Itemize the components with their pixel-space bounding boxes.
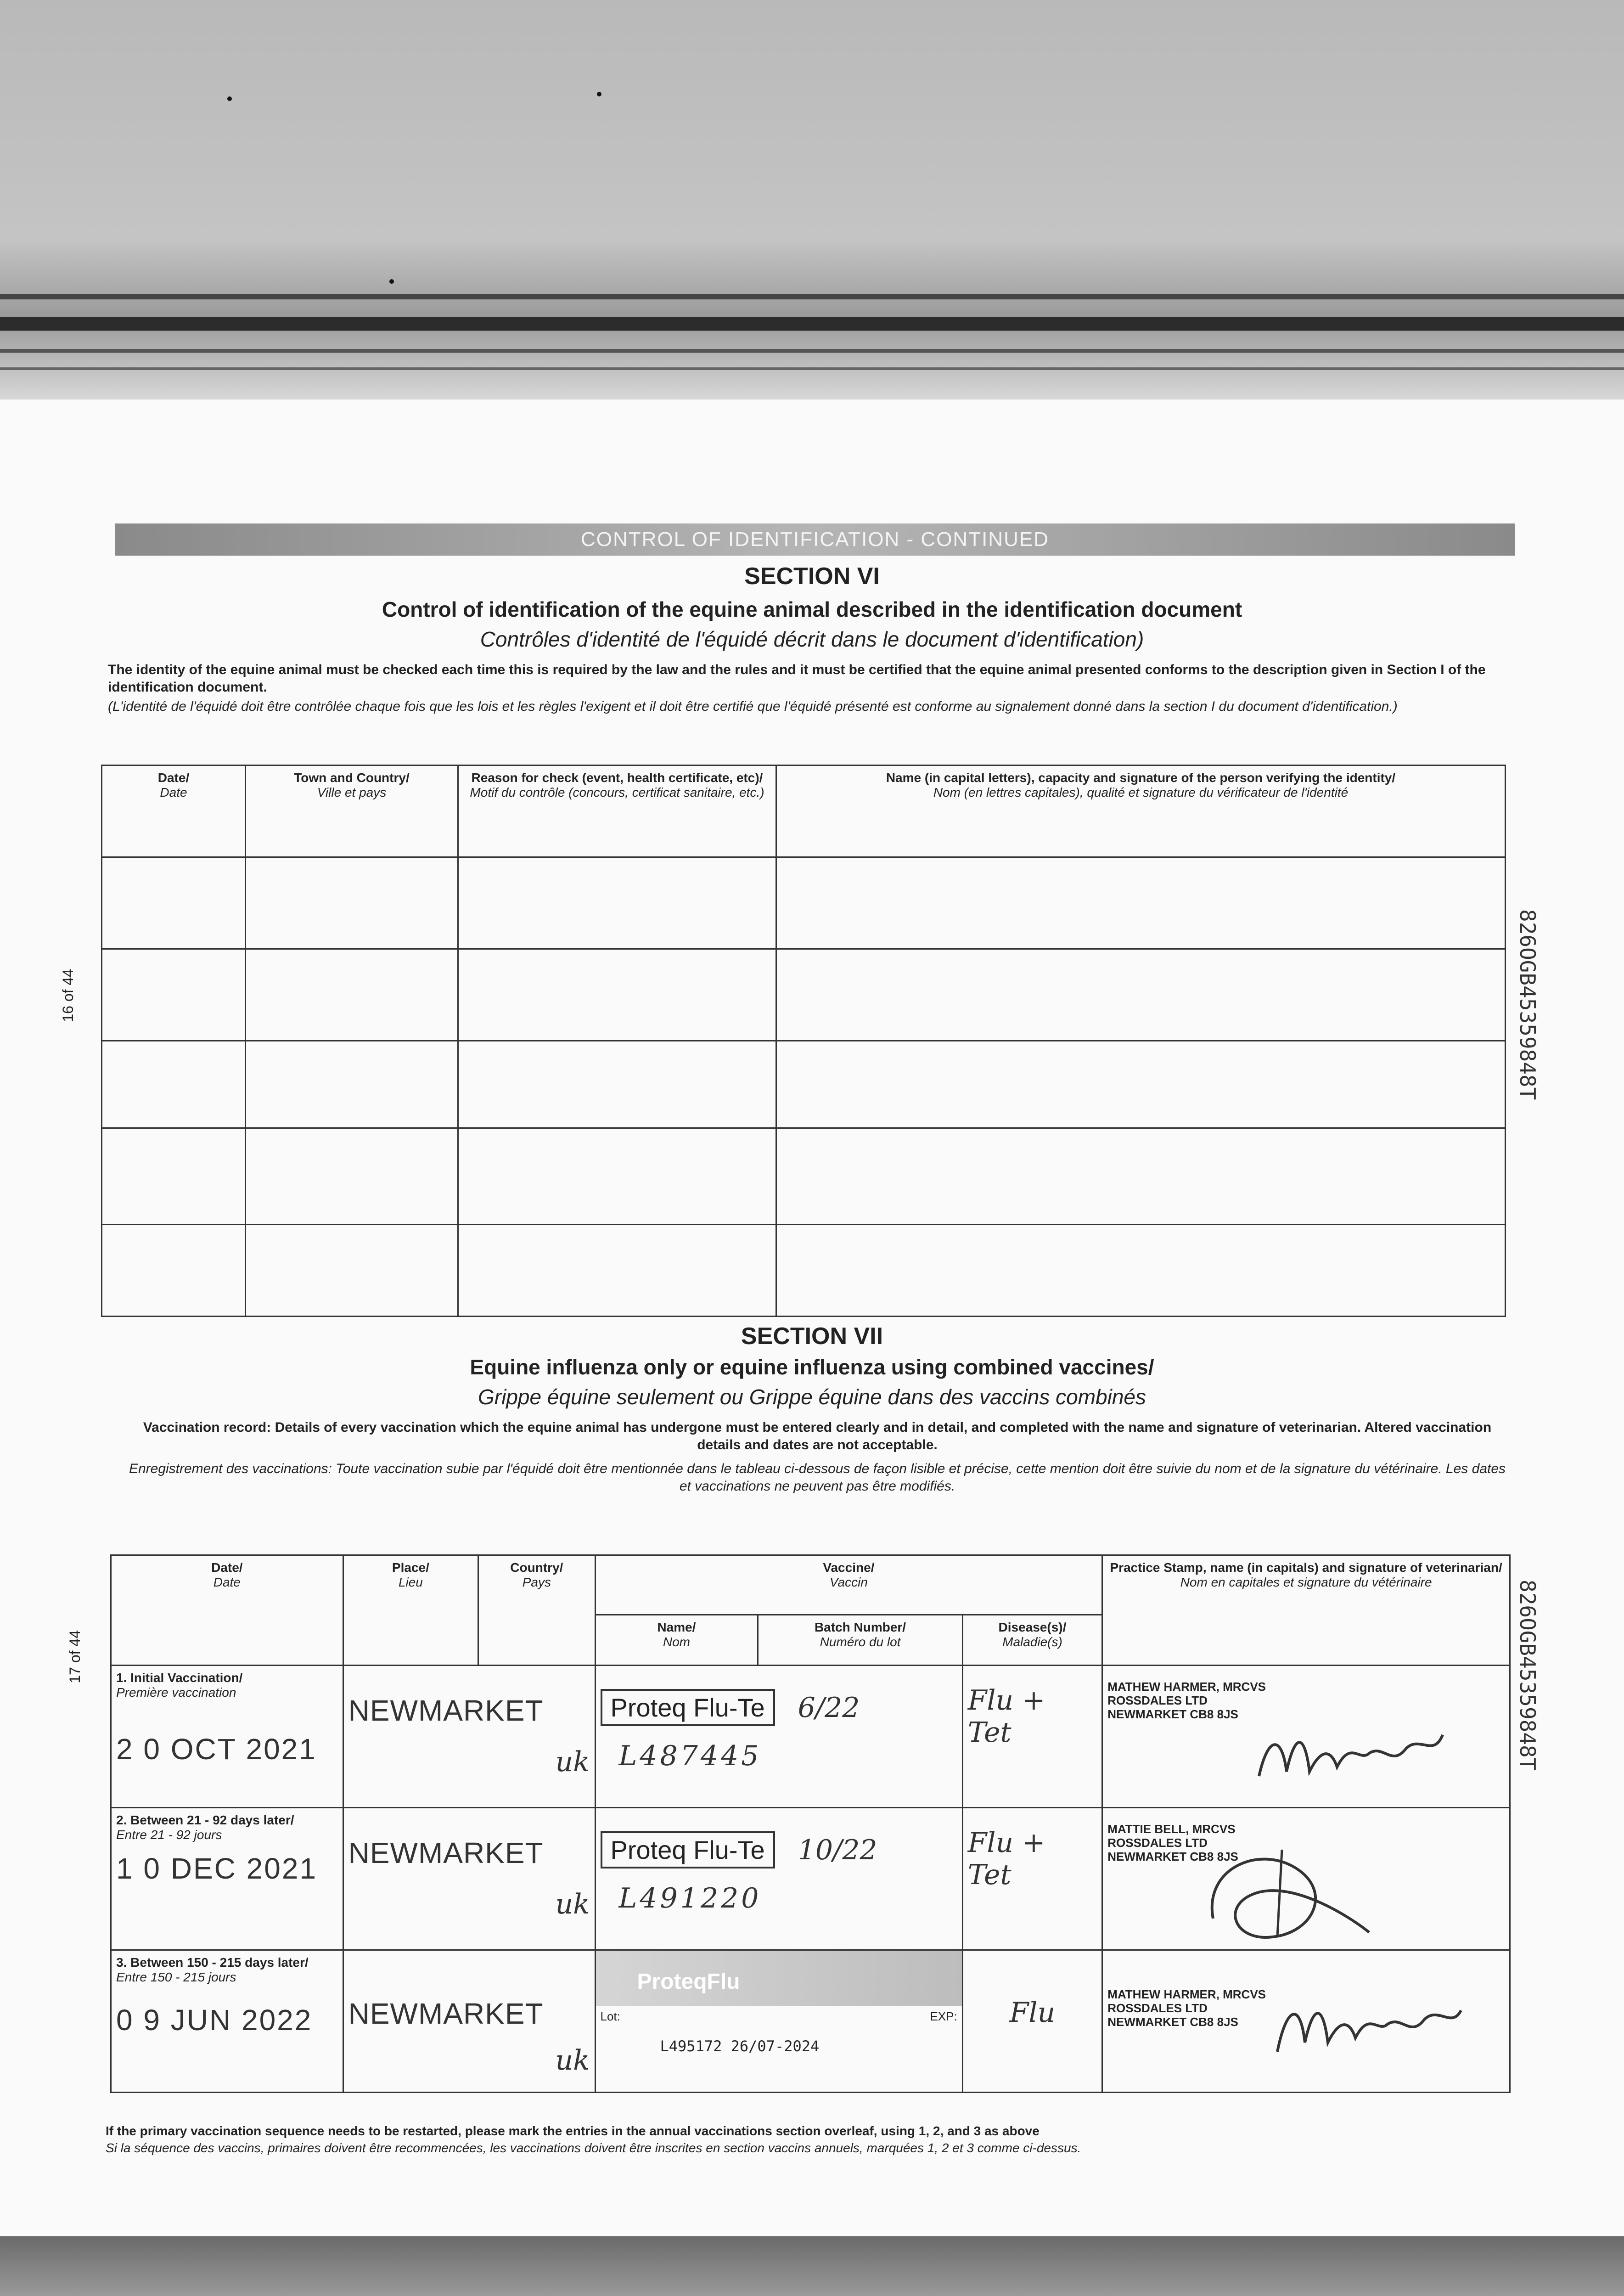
scanned-header-area (0, 0, 1624, 400)
row-1-date-stamp: 2 0 OCT 2021 (116, 1733, 317, 1766)
header-place: Place/ Lieu (343, 1555, 478, 1666)
scan-line (0, 317, 1624, 331)
section-7-intro-fr: Enregistrement des vaccinations: Toute vaccination subie par l'équidé doit être mentionnée dans le tableau ci-dessous de façon lisible et précise, cette mention doit être suivie du nom et de la signature du vétérinaire. Les dates et vaccinations ne peuvent pas être modifiés. (129, 1461, 1506, 1494)
page-number-16: 16 of 44 (60, 969, 76, 1022)
table-row (102, 1128, 1506, 1225)
row-3-exp-label: EXP: (930, 2009, 957, 2023)
header-town: Town and Country/ Ville et pays (246, 765, 458, 857)
header-date: Date/ Date (102, 765, 246, 857)
table-row (111, 1950, 1510, 2093)
row-3-vaccine-sticker (596, 1951, 962, 2006)
row-1-vet-stamp: MATHEW HARMER, MRCVS ROSSDALES LTD NEWMARKET CB8 8JS (1107, 1680, 1266, 1721)
table-row (102, 857, 1506, 949)
row-1-batch-number: L487445 (618, 1740, 762, 1772)
row-2-vaccine-cell (595, 1808, 962, 1950)
row-2-country: uk (555, 1888, 590, 1920)
identification-check-table (101, 765, 1506, 1317)
row-3-label-fr: Entre 150 - 215 jours (116, 1970, 236, 1984)
row-2-batch-date: 10/22 (798, 1834, 877, 1866)
row-3-label-en: 3. Between 150 - 215 days later/ (116, 1955, 309, 1970)
row-3-lot-value: L495172 26/07-2024 (660, 2037, 820, 2055)
row-3-signature (1273, 1983, 1466, 2065)
table-row (102, 1225, 1506, 1317)
scan-line (0, 367, 1624, 370)
row-1-country: uk (555, 1746, 590, 1778)
row-1-place-cell (343, 1666, 595, 1808)
header-vaccine: Vaccine/ Vaccin (595, 1555, 1102, 1615)
section-7-intro-en: Vaccination record: Details of every vaccination which the equine animal has undergone must be entered clearly and in detail, and completed with the name and signature of veterinarian. Altered vaccination details and dates are not acceptable. (143, 1420, 1492, 1452)
scan-line (0, 349, 1624, 353)
footnote-fr: Si la séquence des vaccins, primaires doivent être recommencées, les vaccinations doivent être inscrites en section vaccins annuels, marquées 1, 2 et 3 comme ci-dessus. (106, 2141, 1081, 2155)
scan-speck (227, 96, 232, 101)
row-3-disease: Flu (1009, 1997, 1056, 2029)
row-2-label-en: 2. Between 21 - 92 days later/ (116, 1813, 294, 1827)
header-date: Date/ Date (111, 1555, 343, 1666)
row-3-lot-label: Lot: (600, 2009, 620, 2023)
row-2-date-stamp: 1 0 DEC 2021 (116, 1852, 318, 1885)
row-2-disease-cell (962, 1808, 1102, 1950)
vaccination-table (110, 1554, 1511, 2093)
row-2-date-cell (111, 1808, 343, 1950)
section-6-intro-en: The identity of the equine animal must be checked each time this is required by the law and the rules and it must be certified that the equine animal presented conforms to the description given in Section I of the identification document. (108, 662, 1486, 695)
row-3-date-stamp: 0 9 JUN 2022 (116, 2003, 313, 2037)
header-stamp: Practice Stamp, name (in capitals) and signature of veterinarian/ Nom en capitales et signature du vétérinaire (1102, 1555, 1510, 1666)
row-2-vaccine-name: Proteq Flu-Te (601, 1831, 775, 1868)
scan-speck (389, 279, 394, 284)
row-2-batch-number: L491220 (618, 1882, 762, 1914)
scanner-edge (0, 2236, 1624, 2296)
row-3-vaccine-name: ProteqFlu (637, 1970, 740, 1994)
row-1-vet-cell (1102, 1666, 1510, 1808)
row-1-signature (1254, 1716, 1447, 1790)
row-3-vaccine-cell (595, 1950, 962, 2093)
section-banner: CONTROL OF IDENTIFICATION - CONTINUED (115, 523, 1515, 556)
header-name: Name (in capital letters), capacity and signature of the person verifying the identity/ Nom (en lettres capitales), qualité et signature du vérificateur de l'identité (776, 765, 1506, 857)
row-3-place-cell (343, 1950, 595, 2093)
row-1-batch-date: 6/22 (798, 1691, 860, 1724)
row-3-vet-cell (1102, 1950, 1510, 2093)
header-disease: Disease(s)/ Maladie(s) (962, 1615, 1102, 1666)
table-row (111, 1666, 1510, 1808)
footnote-en: If the primary vaccination sequence needs to be restarted, please mark the entries in the annual vaccinations section overleaf, using 1, 2, and 3 as above (106, 2124, 1040, 2138)
section-6-title: SECTION VI (744, 563, 880, 590)
row-2-vet-cell (1102, 1808, 1510, 1950)
row-2-disease: Flu + Tet (967, 1827, 1045, 1891)
table-row (102, 949, 1506, 1041)
section-7-subtitle-fr: Grippe équine seulement ou Grippe équine dans des vaccins combinés (478, 1385, 1146, 1409)
header-reason: Reason for check (event, health certificate, etc)/ Motif du contrôle (concours, certificat sanitaire, etc.) (458, 765, 776, 857)
table-row (111, 1808, 1510, 1950)
section-6-subtitle-en: Control of identification of the equine animal described in the identification document (382, 597, 1242, 621)
section-7-subtitle-en: Equine influenza only or equine influenza using combined vaccines/ (470, 1355, 1154, 1379)
row-3-date-cell (111, 1950, 343, 2093)
row-1-disease: Flu + Tet (967, 1684, 1045, 1749)
row-2-place: NEWMARKET (348, 1836, 544, 1869)
section-7-title: SECTION VII (741, 1323, 883, 1350)
row-3-disease-cell (962, 1950, 1102, 2093)
header-vaccine-name: Name/ Nom (595, 1615, 758, 1666)
row-1-disease-cell (962, 1666, 1102, 1808)
row-2-signature (1195, 1840, 1378, 1946)
row-2-label-fr: Entre 21 - 92 jours (116, 1828, 222, 1842)
page-number-17: 17 of 44 (67, 1630, 83, 1683)
row-1-label-fr: Première vaccination (116, 1685, 236, 1699)
row-3-country: uk (555, 2044, 590, 2077)
row-2-vet-stamp: MATTIE BELL, MRCVS ROSSDALES LTD NEWMARKET CB8 8JS (1107, 1822, 1238, 1863)
passport-number-lower: 826OGB45359848T (1515, 1580, 1540, 1771)
passport-number-upper: 826OGB45359848T (1515, 909, 1540, 1100)
row-1-vaccine-name: Proteq Flu-Te (601, 1689, 775, 1726)
section-6-intro-fr: (L'identité de l'équidé doit être contrôlée chaque fois que les lois et les règles l'exigent et il doit être certifié que l'équidé présenté est conforme au signalement donné dans la section I du document d'identification.) (108, 699, 1398, 714)
header-country: Country/ Pays (478, 1555, 595, 1666)
row-2-place-cell (343, 1808, 595, 1950)
row-1-place: NEWMARKET (348, 1694, 544, 1727)
row-1-vaccine-cell (595, 1666, 962, 1808)
row-1-date-cell (111, 1666, 343, 1808)
scan-speck (597, 92, 601, 96)
scan-line (0, 294, 1624, 299)
row-1-label-en: 1. Initial Vaccination/ (116, 1671, 243, 1685)
table-row (102, 1041, 1506, 1128)
header-batch: Batch Number/ Numéro du lot (758, 1615, 962, 1666)
section-6-subtitle-fr: Contrôles d'identité de l'équidé décrit dans le document d'identification) (480, 627, 1144, 651)
row-3-place: NEWMARKET (348, 1997, 544, 2030)
row-3-vet-stamp: MATHEW HARMER, MRCVS ROSSDALES LTD NEWMARKET CB8 8JS (1107, 1987, 1266, 2029)
